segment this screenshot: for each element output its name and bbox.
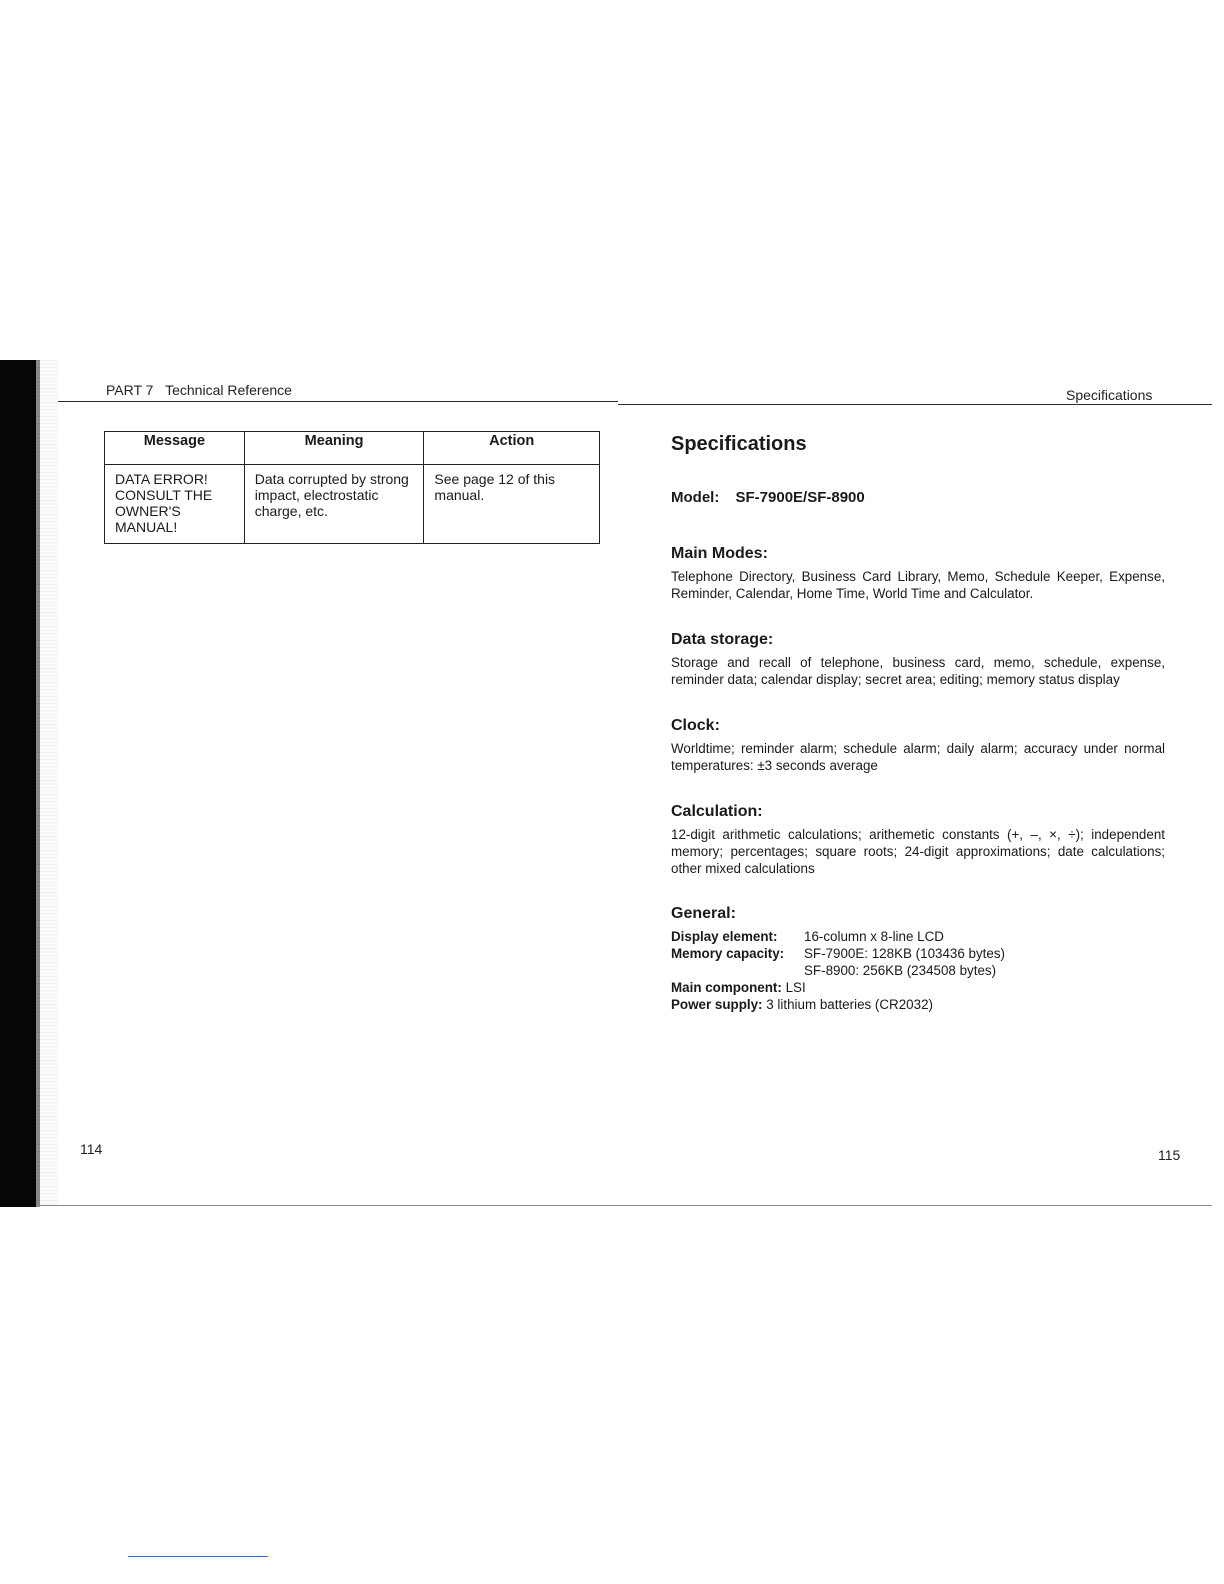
- specifications-title: Specifications: [671, 433, 807, 455]
- message-line: DATA ERROR!: [115, 471, 208, 487]
- memory-capacity-value-2: SF-8900: 256KB (234508 bytes): [804, 963, 997, 978]
- page-bottom-edge: [36, 1205, 1212, 1206]
- main-component-label: Main component:: [671, 980, 782, 995]
- action-line: See page 12 of this: [434, 471, 556, 487]
- main-modes-heading: Main Modes:: [671, 545, 768, 562]
- table-header-row: [105, 432, 600, 465]
- column-header-action: Action: [424, 432, 600, 465]
- running-header-right: Specifications: [1066, 387, 1153, 403]
- memory-capacity-row: [671, 945, 1165, 962]
- column-header-message: Message: [105, 432, 245, 465]
- cell-message: [105, 465, 245, 544]
- column-header-meaning: Meaning: [244, 432, 424, 465]
- memory-capacity-value: SF-7900E: 128KB (103436 bytes): [804, 946, 1005, 961]
- general-section: [671, 904, 1165, 1013]
- header-rule-right: [618, 404, 1212, 405]
- clock-text: Worldtime; reminder alarm; schedule alarm; daily alarm; accuracy under normal temperatures: ±3 seconds average: [671, 741, 1165, 773]
- power-supply-row: [671, 996, 1165, 1013]
- display-element-value: 16-column x 8-line LCD: [804, 929, 944, 944]
- power-supply-label: Power supply:: [671, 997, 763, 1012]
- display-element-row: [671, 928, 1165, 945]
- model-label: Model:: [671, 489, 720, 506]
- scan-edge-noise: [36, 360, 58, 1207]
- error-message-table: [104, 431, 600, 544]
- memory-capacity-label: Memory capacity:: [671, 946, 785, 961]
- display-element-label: Display element:: [671, 929, 778, 944]
- calculation-section: [671, 802, 1165, 877]
- page-number-right: 115: [1158, 1147, 1181, 1163]
- part-title: Technical Reference: [165, 382, 292, 398]
- data-storage-heading: Data storage:: [671, 631, 774, 648]
- blue-underline-mark: [128, 1556, 268, 1557]
- page-number-left: 114: [80, 1141, 103, 1157]
- power-supply-value: 3 lithium batteries (CR2032): [766, 997, 933, 1012]
- general-heading: General:: [671, 905, 736, 922]
- memory-capacity-row-2: [671, 962, 1165, 979]
- header-rule-left: [58, 401, 618, 402]
- meaning-line: Data corrupted by strong: [254, 471, 409, 487]
- meaning-line: charge, etc.: [254, 503, 328, 519]
- model-line: [671, 489, 865, 506]
- model-value: SF-7900E/SF-8900: [735, 489, 865, 506]
- message-line: CONSULT THE: [115, 487, 213, 503]
- calculation-text: 12-digit arithmetic calculations; arithemetic constants (+, –, ×, ÷); independent memory; percentages; square roots; 24-digit approximations; date calculations; other mixed calculations: [671, 827, 1165, 876]
- main-component-row: [671, 979, 1165, 996]
- data-storage-text: Storage and recall of telephone, business card, memo, schedule, expense, reminder data; calendar display; secret area; editing; memory status display: [671, 655, 1165, 687]
- action-line: manual.: [434, 487, 485, 503]
- message-line: OWNER'S MANUAL!: [115, 503, 181, 535]
- data-storage-section: [671, 630, 1165, 688]
- running-header-left: [106, 382, 292, 398]
- calculation-heading: Calculation:: [671, 803, 763, 820]
- part-label: PART 7: [106, 382, 154, 398]
- scan-binding-edge: [0, 360, 40, 1207]
- clock-section: [671, 716, 1165, 774]
- clock-heading: Clock:: [671, 717, 720, 734]
- main-modes-section: [671, 544, 1165, 602]
- specifications-section: [671, 431, 1171, 1012]
- cell-meaning: [244, 465, 424, 544]
- meaning-line: impact, electrostatic: [254, 487, 379, 503]
- main-component-value: LSI: [785, 980, 806, 995]
- main-modes-text: Telephone Directory, Business Card Library, Memo, Schedule Keeper, Expense, Reminder, Calendar, Home Time, World Time and Calculator.: [671, 569, 1165, 601]
- table-row: [105, 465, 600, 544]
- cell-action: [424, 465, 600, 544]
